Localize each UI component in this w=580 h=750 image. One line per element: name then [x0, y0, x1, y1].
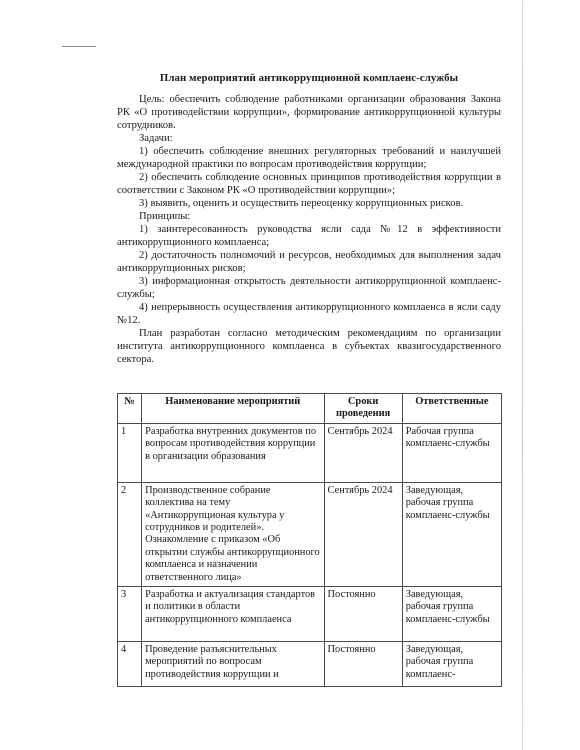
cell-responsible: Заведующая, рабочая группа комплаенс- [402, 642, 501, 687]
header-responsible: Ответственные [402, 394, 501, 424]
cell-activity-name: Разработка и актуализация стандартов и политики в области антикоррупционного комплаенса [142, 587, 324, 642]
principle-item-4: 4) непрерывность осуществления антикоррупционного комплаенса в ясли саду №12. [117, 302, 501, 326]
header-number: № [118, 394, 142, 424]
cell-activity-name: Производственное собрание коллектива на тему «Антикоррупционая культура у сотрудников и родителей». Ознакомление с приказом «Об открытии службы антикоррупционного комплаенса и назначении ответственного лица» [142, 482, 324, 586]
cell-responsible: Заведующая, рабочая группа комплаенс-службы [402, 482, 501, 586]
table-row [118, 482, 502, 586]
table-row [118, 423, 502, 482]
scan-edge-line [522, 0, 523, 750]
cell-number: 3 [118, 587, 142, 642]
plan-basis-paragraph: План разработан согласно методическим рекомендациям по организации института антикоррупционного комплаенса в субъектах квазигосударственного сектора. [117, 328, 501, 365]
principle-item-1: 1) заинтересованность руководства ясли сада №12 в эффективности антикоррупционного комплаенса; [117, 224, 501, 248]
principle-item-3: 3) информационная открытость деятельности антикоррупционной комплаенс-службы; [117, 276, 501, 300]
scan-corner-mark [62, 46, 96, 47]
cell-responsible: Рабочая группа комплаенс-службы [402, 423, 501, 482]
goal-paragraph: Цель: обеспечить соблюдение работниками организации образования Закона РК «О противодействии коррупции», формирование антикоррупционной культуры сотрудников. [117, 94, 501, 131]
principle-item-2: 2) достаточность полномочий и ресурсов, необходимых для выполнения задач антикоррупционных рисков; [117, 250, 501, 274]
tasks-heading: Задачи: [139, 133, 173, 144]
cell-number: 4 [118, 642, 142, 687]
task-item-1: 1) обеспечить соблюдение внешних регуляторных требований и наилучшей международной практики по вопросам противодействия коррупции; [117, 146, 501, 170]
cell-number: 1 [118, 423, 142, 482]
cell-deadline: Постоянно [324, 642, 402, 687]
header-activity-name: Наименование мероприятий [142, 394, 324, 424]
header-deadline: Сроки проведения [324, 394, 402, 424]
table-row [118, 642, 502, 687]
task-item-2: 2) обеспечить соблюдение основных принципов противодействия коррупции в соответствии с Законом РК «О противодействии коррупции»; [117, 172, 501, 196]
cell-deadline: Сентябрь 2024 [324, 423, 402, 482]
cell-activity-name: Проведение разъяснительных мероприятий по вопросам противодействия коррупции и [142, 642, 324, 687]
table-row [118, 587, 502, 642]
cell-responsible: Заведующая, рабочая группа комплаенс-службы [402, 587, 501, 642]
activities-table [117, 393, 502, 687]
document-body [117, 72, 501, 366]
task-item-3: 3) выявить, оценить и осуществить переоценку коррупционных рисков. [139, 198, 464, 209]
principles-heading: Принципы: [139, 211, 191, 222]
table-header-row [118, 394, 502, 424]
document-title: План мероприятий антикоррупционной комплаенс-службы [159, 72, 459, 84]
cell-deadline: Постоянно [324, 587, 402, 642]
cell-deadline: Сентябрь 2024 [324, 482, 402, 586]
cell-number: 2 [118, 482, 142, 586]
cell-activity-name: Разработка внутренних документов по вопросам противодействия коррупции в организации образования [142, 423, 324, 482]
